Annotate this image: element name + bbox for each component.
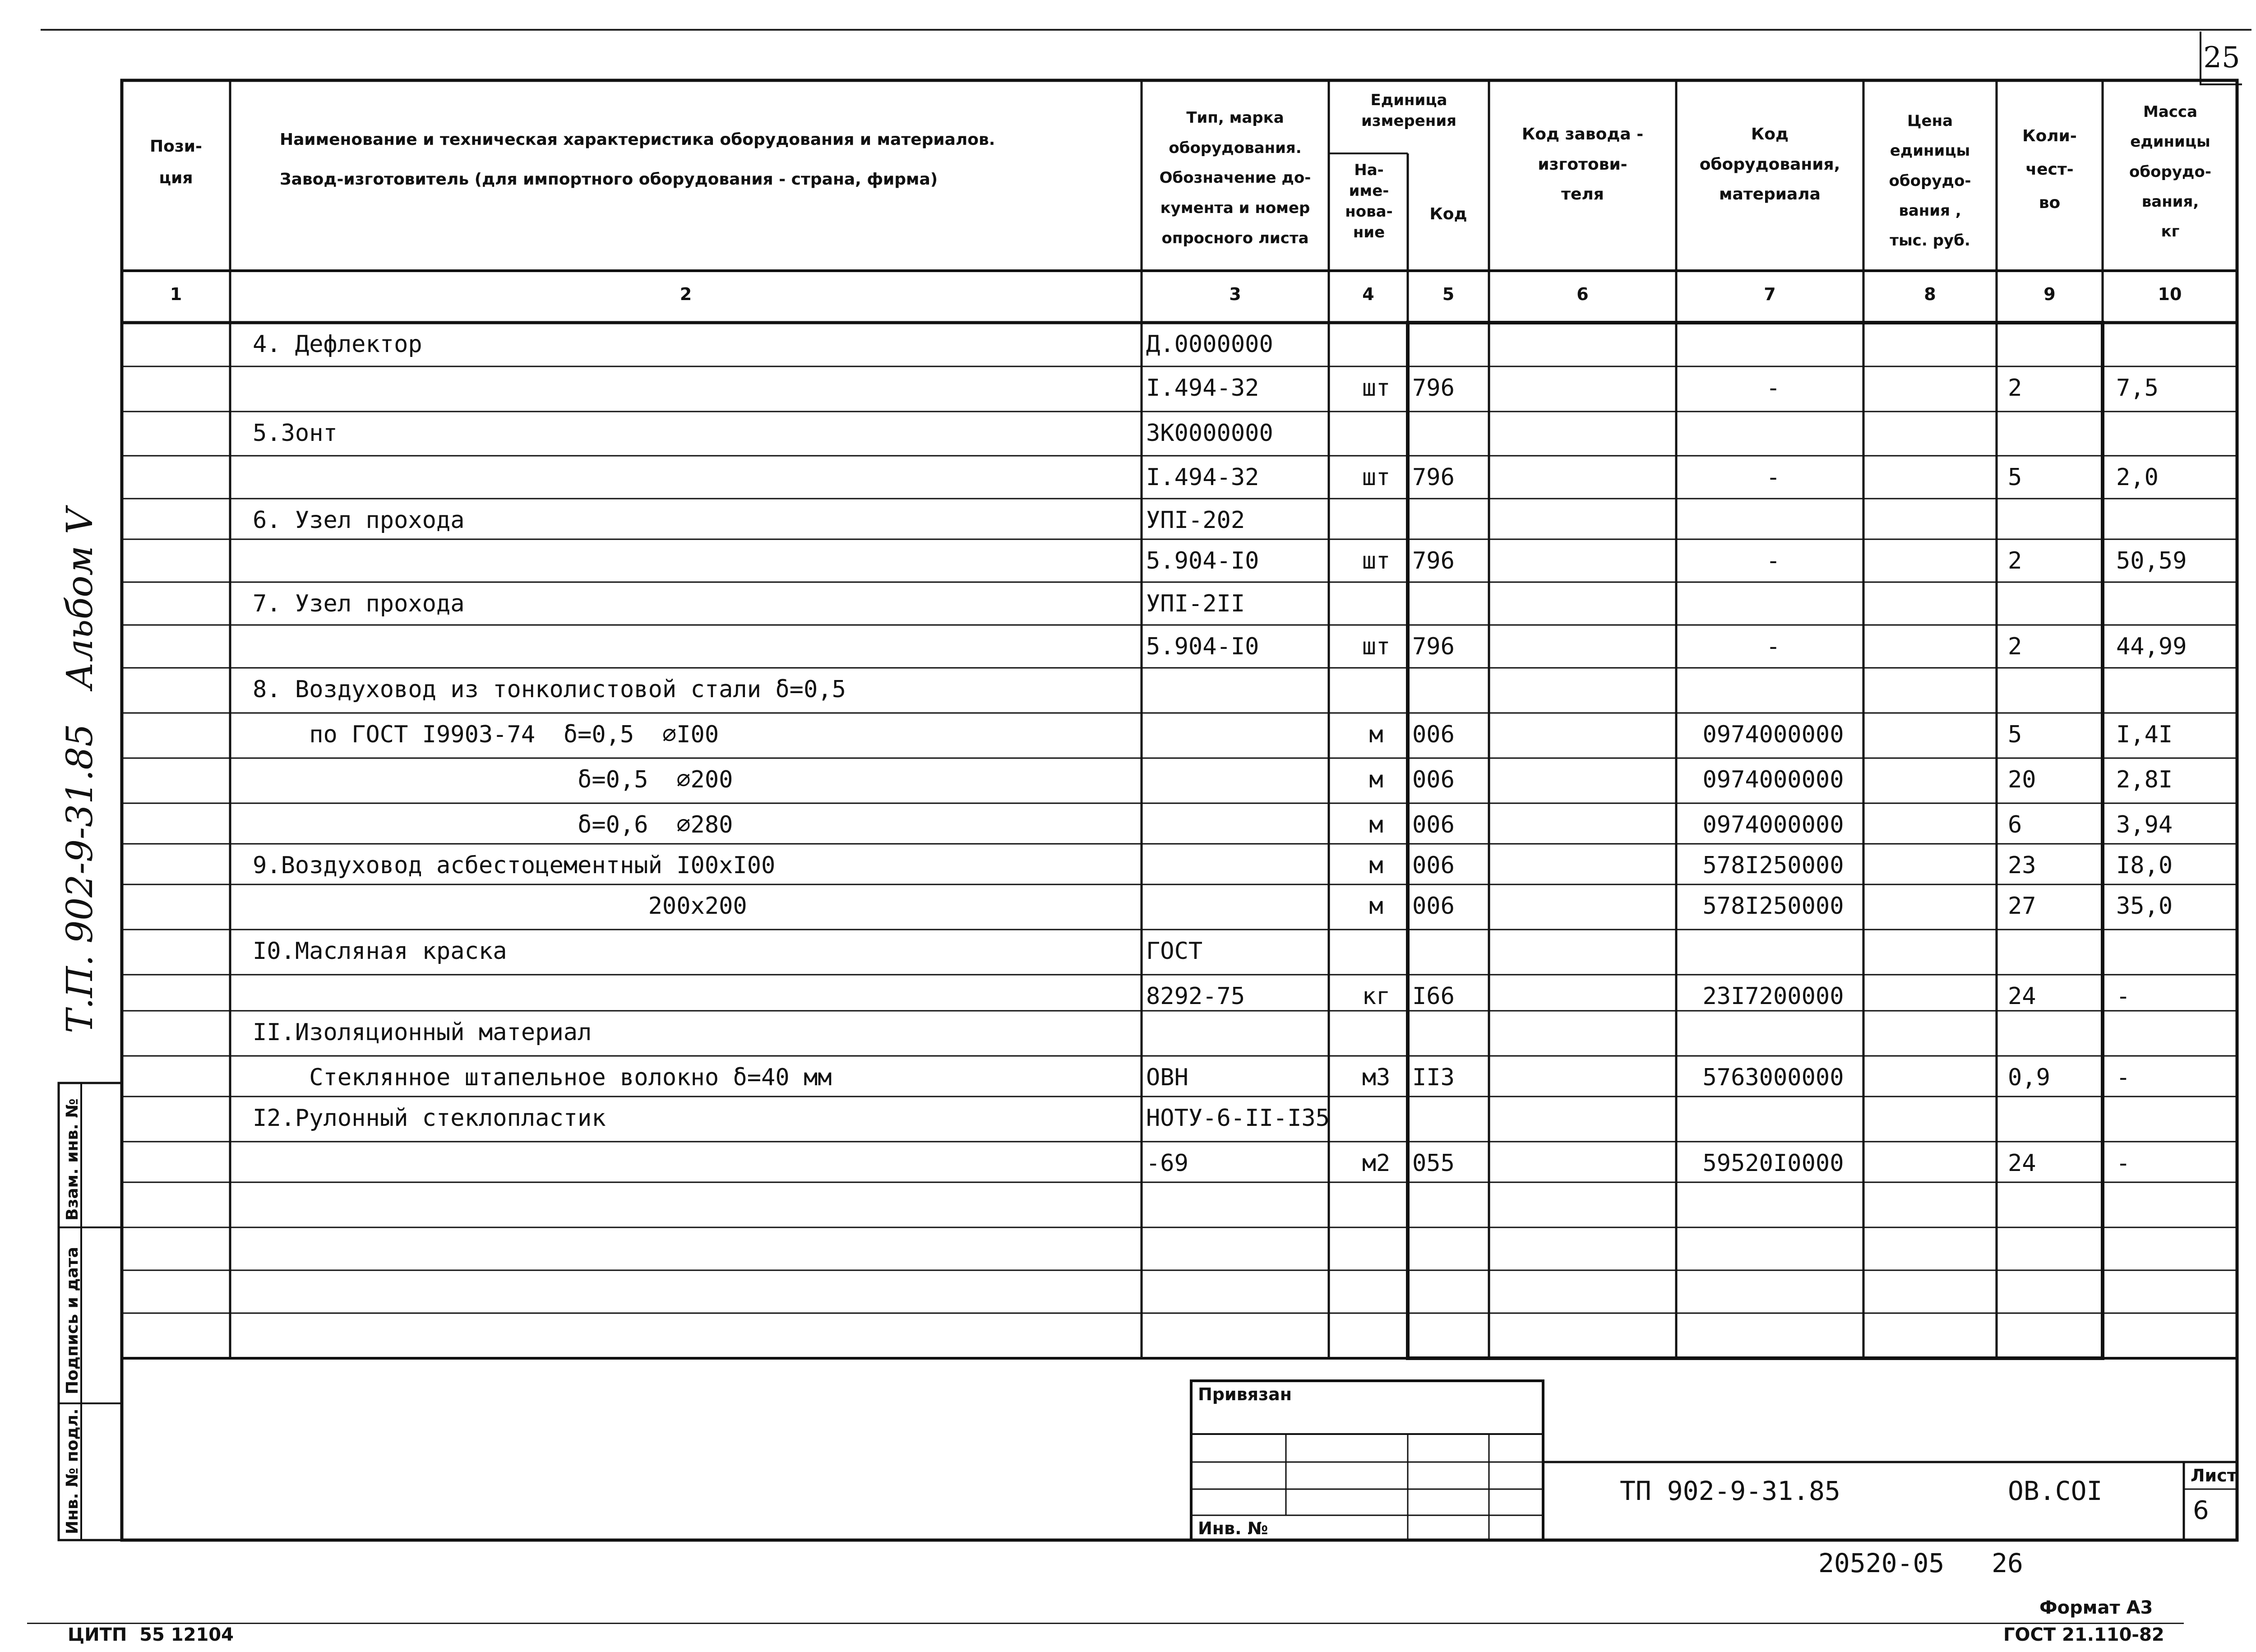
- header-col9: Коли- чест- во: [2022, 127, 2077, 212]
- row-14-name: 200х200: [253, 893, 747, 920]
- row-9-name: 8. Воздуховод из тонколистовой стали δ=0,5: [253, 676, 846, 703]
- row-5-type: УПI-202: [1146, 507, 1245, 534]
- row-16-mass: -: [2116, 983, 2131, 1010]
- colnum-5: 5: [1442, 284, 1455, 304]
- row-11-code: 006: [1412, 766, 1455, 793]
- row-11-qty: 20: [2008, 766, 2036, 793]
- row-10-material-code: 0974000000: [1702, 721, 1844, 748]
- document-mark: ОВ.СОI: [2008, 1476, 2103, 1506]
- colnum-6: 6: [1576, 284, 1589, 304]
- row-1-type: Д.0000000: [1146, 331, 1273, 358]
- row-13-name: 9.Воздуховод асбестоцементный I00хI00: [253, 852, 776, 879]
- header-col2: Наименование и техническая характеристика оборудования и материалов. Завод-изготовитель (для импортного оборудования - страна, фирма): [280, 130, 995, 189]
- row-2-unit: шт: [1362, 375, 1391, 402]
- replaced-inv-label: Взам. инв. №: [63, 1098, 82, 1221]
- row-3-name: 5.Зонт: [253, 420, 337, 447]
- header-col7: Код оборудования, материала: [1699, 125, 1840, 204]
- row-10-qty: 5: [2008, 721, 2022, 748]
- row-18-unit: м3: [1362, 1064, 1391, 1091]
- row-19-name: I2.Рулонный стеклопластик: [253, 1105, 606, 1132]
- sheet-label: Лист: [2191, 1466, 2237, 1485]
- archive-number: 20520-05 26: [1818, 1548, 2023, 1578]
- row-8-material-code: -: [1766, 633, 1780, 660]
- row-7-name: 7. Узел прохода: [253, 590, 465, 617]
- row-4-code: 796: [1412, 464, 1455, 491]
- row-15-name: I0.Масляная краска: [253, 938, 507, 965]
- document-code: ТП 902-9-31.85: [1620, 1476, 1840, 1506]
- row-8-qty: 2: [2008, 633, 2022, 660]
- row-14-qty: 27: [2008, 893, 2036, 920]
- row-16-code: I66: [1412, 983, 1455, 1010]
- row-8-code: 796: [1412, 633, 1455, 660]
- format-label: Формат А3: [2039, 1597, 2153, 1618]
- row-11-name: δ=0,5 ⌀200: [253, 766, 733, 793]
- inv-podl-label: Инв. № подл.: [63, 1408, 82, 1534]
- row-8-unit: шт: [1362, 633, 1391, 660]
- row-10-unit: м: [1369, 721, 1383, 748]
- row-11-mass: 2,8I: [2116, 766, 2173, 793]
- row-13-qty: 23: [2008, 852, 2036, 879]
- row-18-type: ОВН: [1146, 1064, 1188, 1091]
- row-12-code: 006: [1412, 811, 1455, 838]
- row-16-qty: 24: [2008, 983, 2036, 1010]
- footer-code: ЦИТП 55 12104: [68, 1624, 234, 1645]
- header-col4: На- име- нова- ние: [1345, 161, 1393, 241]
- row-19-type: НОТУ-6-II-I35: [1146, 1105, 1330, 1132]
- row-20-qty: 24: [2008, 1150, 2036, 1177]
- row-12-qty: 6: [2008, 811, 2022, 838]
- row-6-qty: 2: [2008, 547, 2022, 574]
- colnum-3: 3: [1229, 284, 1241, 304]
- row-8-mass: 44,99: [2116, 633, 2187, 660]
- row-1-name: 4. Дефлектор: [253, 331, 422, 358]
- row-2-code: 796: [1412, 375, 1455, 402]
- row-7-type: УПI-2II: [1146, 590, 1245, 617]
- row-16-material-code: 23I7200000: [1702, 983, 1844, 1010]
- row-13-material-code: 578I250000: [1702, 852, 1844, 879]
- row-13-code: 006: [1412, 852, 1455, 879]
- row-15-type: ГОСТ: [1146, 938, 1203, 965]
- header-col6: Код завода - изготови- теля: [1521, 125, 1644, 204]
- row-18-material-code: 5763000000: [1702, 1064, 1844, 1091]
- colnum-1: 1: [170, 284, 182, 304]
- header-col3: Тип, марка оборудования. Обозначение до- кумента и номер опросного листа: [1159, 109, 1311, 247]
- row-18-qty: 0,9: [2008, 1064, 2050, 1091]
- footer-standard: ГОСТ 21.110-82: [2003, 1624, 2164, 1645]
- row-6-unit: шт: [1362, 547, 1391, 574]
- header-col1: Пози- ция: [150, 137, 202, 188]
- row-20-mass: -: [2116, 1150, 2131, 1177]
- row-2-mass: 7,5: [2116, 375, 2159, 402]
- sheet-number: 6: [2193, 1496, 2209, 1525]
- linked-label: Привязан: [1198, 1384, 1292, 1404]
- row-2-type: I.494-32: [1146, 375, 1259, 402]
- row-13-mass: I8,0: [2116, 852, 2173, 879]
- row-12-name: δ=0,6 ⌀280: [253, 811, 733, 838]
- row-10-name: по ГОСТ I9903-74 δ=0,5 ⌀I00: [253, 721, 719, 748]
- row-20-material-code: 59520I0000: [1702, 1150, 1844, 1177]
- colnum-7: 7: [1764, 284, 1776, 304]
- row-11-unit: м: [1369, 766, 1383, 793]
- row-17-name: II.Изоляционный материал: [253, 1019, 592, 1046]
- row-20-unit: м2: [1362, 1150, 1391, 1177]
- row-18-name: Стеклянное штапельное волокно δ=40 мм: [253, 1064, 832, 1091]
- colnum-8: 8: [1924, 284, 1936, 304]
- row-18-mass: -: [2116, 1064, 2131, 1091]
- row-14-unit: м: [1369, 893, 1383, 920]
- footer-rule: [27, 1623, 2184, 1624]
- row-12-unit: м: [1369, 811, 1383, 838]
- row-4-type: I.494-32: [1146, 464, 1259, 491]
- row-16-unit: кг: [1362, 983, 1391, 1010]
- row-6-code: 796: [1412, 547, 1455, 574]
- row-16-type: 8292-75: [1146, 983, 1245, 1010]
- row-5-name: 6. Узел прохода: [253, 507, 465, 534]
- colnum-4: 4: [1362, 284, 1374, 304]
- row-14-code: 006: [1412, 893, 1455, 920]
- page-number: 25: [2200, 32, 2242, 85]
- inv-number-label: Инв. №: [1198, 1518, 1268, 1538]
- signature-date-label: Подпись и дата: [63, 1247, 82, 1394]
- row-14-mass: 35,0: [2116, 893, 2173, 920]
- row-13-unit: м: [1369, 852, 1383, 879]
- row-4-mass: 2,0: [2116, 464, 2159, 491]
- row-10-mass: I,4I: [2116, 721, 2173, 748]
- row-20-type: -69: [1146, 1150, 1188, 1177]
- row-14-material-code: 578I250000: [1702, 893, 1844, 920]
- row-6-mass: 50,59: [2116, 547, 2187, 574]
- row-2-qty: 2: [2008, 375, 2022, 402]
- row-6-type: 5.904-I0: [1146, 547, 1259, 574]
- header-unit-group: Единица измерения: [1361, 91, 1456, 130]
- row-8-type: 5.904-I0: [1146, 633, 1259, 660]
- row-18-code: II3: [1412, 1064, 1455, 1091]
- header-col8: Цена единицы оборудо- вания , тыс. руб.: [1889, 112, 1971, 250]
- header-col5: Код: [1429, 205, 1467, 223]
- colnum-9: 9: [2043, 284, 2056, 304]
- row-10-code: 006: [1412, 721, 1455, 748]
- row-20-code: 055: [1412, 1150, 1455, 1177]
- row-12-material-code: 0974000000: [1702, 811, 1844, 838]
- header-col10: Масса единицы оборудо- вания, кг: [2129, 103, 2211, 241]
- row-11-material-code: 0974000000: [1702, 766, 1844, 793]
- row-4-unit: шт: [1362, 464, 1391, 491]
- row-4-qty: 5: [2008, 464, 2022, 491]
- row-6-material-code: -: [1766, 547, 1780, 574]
- colnum-10: 10: [2158, 284, 2182, 304]
- row-2-material-code: -: [1766, 375, 1780, 402]
- row-4-material-code: -: [1766, 464, 1780, 491]
- row-3-type: ЗК0000000: [1146, 420, 1273, 447]
- album-side-text: Т.П. 902-9-31.85 Альбом V: [59, 508, 101, 1033]
- colnum-2: 2: [680, 284, 692, 304]
- row-12-mass: 3,94: [2116, 811, 2173, 838]
